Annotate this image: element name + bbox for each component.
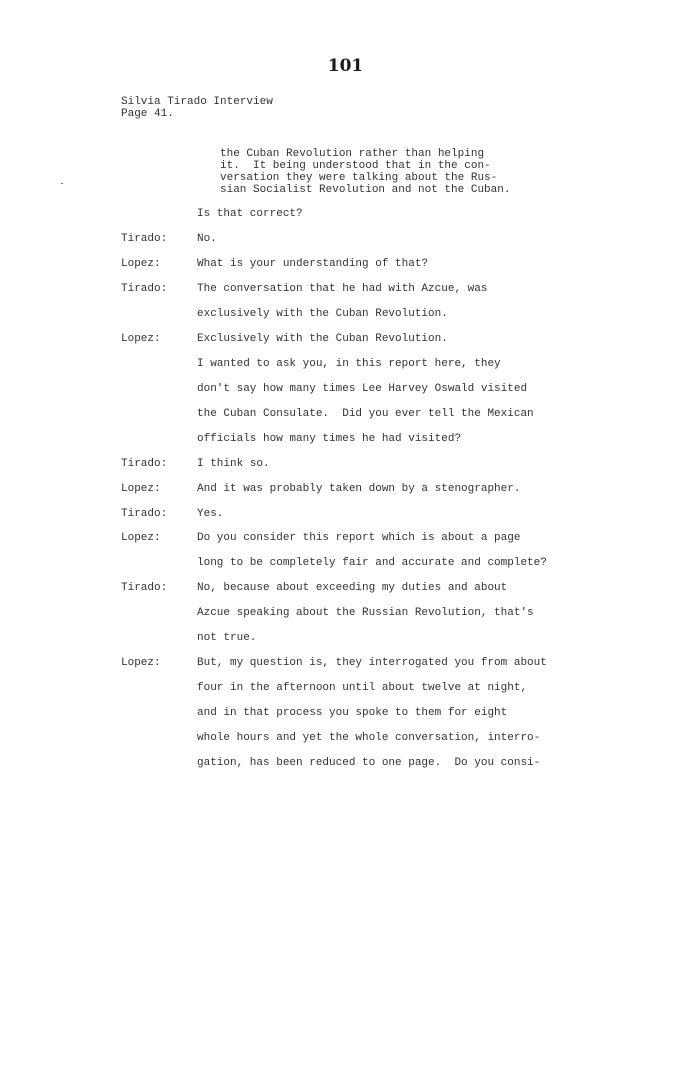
transcript-line: I think so. bbox=[197, 458, 270, 470]
transcript-line: the Cuban Consulate. Did you ever tell the Mexican bbox=[197, 408, 534, 420]
quoted-passage-line: sian Socialist Revolution and not the Cuban. bbox=[220, 184, 511, 196]
speaker-label: Lopez: bbox=[121, 483, 161, 495]
transcript-line: No, because about exceeding my duties and about bbox=[197, 582, 508, 594]
transcript-line: The conversation that he had with Azcue, was bbox=[197, 283, 488, 295]
transcript-line: gation, has been reduced to one page. Do you consi- bbox=[197, 757, 541, 769]
page-number: 101 bbox=[327, 56, 364, 76]
transcript-line: Azcue speaking about the Russian Revolution, that's bbox=[197, 607, 534, 619]
header-page: Page 41. bbox=[121, 108, 174, 120]
transcript-line: officials how many times he had visited? bbox=[197, 433, 462, 445]
quoted-passage-line: versation they were talking about the Rus- bbox=[220, 172, 498, 184]
transcript-line: Exclusively with the Cuban Revolution. bbox=[197, 333, 448, 345]
transcript-line: whole hours and yet the whole conversation, interro- bbox=[197, 732, 541, 744]
header-title: Silvia Tirado Interview bbox=[121, 96, 273, 108]
scan-speck bbox=[61, 183, 63, 184]
transcript-line: four in the afternoon until about twelve at night, bbox=[197, 682, 528, 694]
transcript-line: And it was probably taken down by a stenographer. bbox=[197, 483, 521, 495]
speaker-label: Lopez: bbox=[121, 532, 161, 544]
transcript-line: What is your understanding of that? bbox=[197, 258, 429, 270]
speaker-label: Tirado: bbox=[121, 508, 168, 520]
transcript-line: No. bbox=[197, 233, 217, 245]
speaker-label: Lopez: bbox=[121, 333, 161, 345]
transcript-line: Yes. bbox=[197, 508, 224, 520]
speaker-label: Lopez: bbox=[121, 657, 161, 669]
transcript-line: long to be completely fair and accurate and complete? bbox=[197, 557, 547, 569]
speaker-label: Tirado: bbox=[121, 458, 168, 470]
speaker-label: Tirado: bbox=[121, 283, 168, 295]
transcript-line: I wanted to ask you, in this report here, they bbox=[197, 358, 501, 370]
quoted-passage-line: the Cuban Revolution rather than helping bbox=[220, 148, 485, 160]
transcript-line: and in that process you spoke to them for eight bbox=[197, 707, 508, 719]
transcript-line: don't say how many times Lee Harvey Oswald visited bbox=[197, 383, 528, 395]
transcript-line: Is that correct? bbox=[197, 208, 303, 220]
speaker-label: Tirado: bbox=[121, 582, 168, 594]
speaker-label: Lopez: bbox=[121, 258, 161, 270]
quoted-passage-line: it. It being understood that in the con- bbox=[220, 160, 491, 172]
speaker-label: Tirado: bbox=[121, 233, 168, 245]
transcript-line: exclusively with the Cuban Revolution. bbox=[197, 308, 448, 320]
transcript-line: Do you consider this report which is about a page bbox=[197, 532, 521, 544]
transcript-line: not true. bbox=[197, 632, 257, 644]
transcript-line: But, my question is, they interrogated you from about bbox=[197, 657, 547, 669]
